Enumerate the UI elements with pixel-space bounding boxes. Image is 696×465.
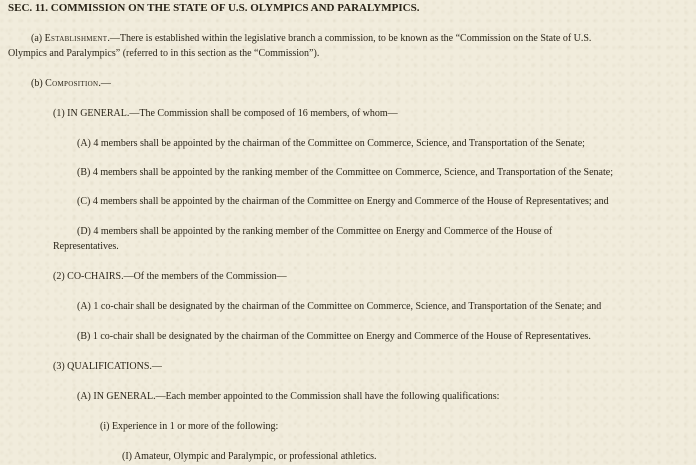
paragraph-1-text: .—The Commission shall be composed of 16 members, of whom— [126,108,398,119]
paragraph-3-clause-a-heading: (A) IN GENERAL [77,391,154,402]
section-heading: SEC. 11. COMMISSION ON THE STATE OF U.S. OLYMPICS AND PARALYMPICS. [8,2,420,14]
paragraph-3 [53,359,162,375]
subsection-a-line1 [31,31,591,47]
subsection-b-dash: .— [98,78,111,89]
paragraph-3-clause-a-text: .—Each member appointed to the Commission shall have the following qualifications: [153,391,500,402]
subsection-a-line2: Olympics and Paralympics” (referred to in this section as the “Commission”). [8,48,320,59]
subsection-b-title: Composition [45,78,99,89]
paragraph-2-text: .—Of the members of the Commission— [121,271,287,282]
paragraph-1 [53,106,398,122]
paragraph-2 [53,269,287,285]
paragraph-1-heading: (1) IN GENERAL [53,108,127,119]
paragraph-3-dash: .— [149,361,162,372]
paragraph-3-heading: (3) QUALIFICATIONS [53,361,150,372]
paragraph-3-clause-a [77,389,499,405]
paragraph-2-clause-a: (A) 1 co-chair shall be designated by the chairman of the Committee on Commerce, Science, and Transportation of the Senate; and [77,301,602,312]
paragraph-3-item-I: (I) Amateur, Olympic and Paralympic, or professional athletics. [122,451,377,462]
subsection-b-heading [31,76,111,92]
subsection-a-marker: (a) [31,33,43,44]
subsection-a-title: Establishment [44,33,108,44]
subsection-b-marker: (b) [31,78,43,89]
paragraph-1-clause-d-line2: Representatives. [53,241,119,252]
paragraph-1-clause-d-line1: (D) 4 members shall be appointed by the ranking member of the Committee on Energy and Commerce of the House of [77,226,553,237]
paragraph-2-heading: (2) CO-CHAIRS [53,271,122,282]
subsection-a-text: .—There is established within the legislative branch a commission, to be known as the “Commission on the State of U.S. [107,33,592,44]
paragraph-1-clause-b: (B) 4 members shall be appointed by the ranking member of the Committee on Commerce, Science, and Transportation of the Senate; [77,167,613,178]
paragraph-1-clause-c: (C) 4 members shall be appointed by the chairman of the Committee on Energy and Commerce of the House of Representatives; and [77,196,609,207]
paragraph-3-subclause-i: (i) Experience in 1 or more of the following: [100,421,279,432]
paragraph-1-clause-a: (A) 4 members shall be appointed by the chairman of the Committee on Commerce, Science, and Transportation of the Senate; [77,138,585,149]
paragraph-2-clause-b: (B) 1 co-chair shall be designated by the chairman of the Committee on Energy and Commerce of the House of Representatives. [77,331,591,342]
